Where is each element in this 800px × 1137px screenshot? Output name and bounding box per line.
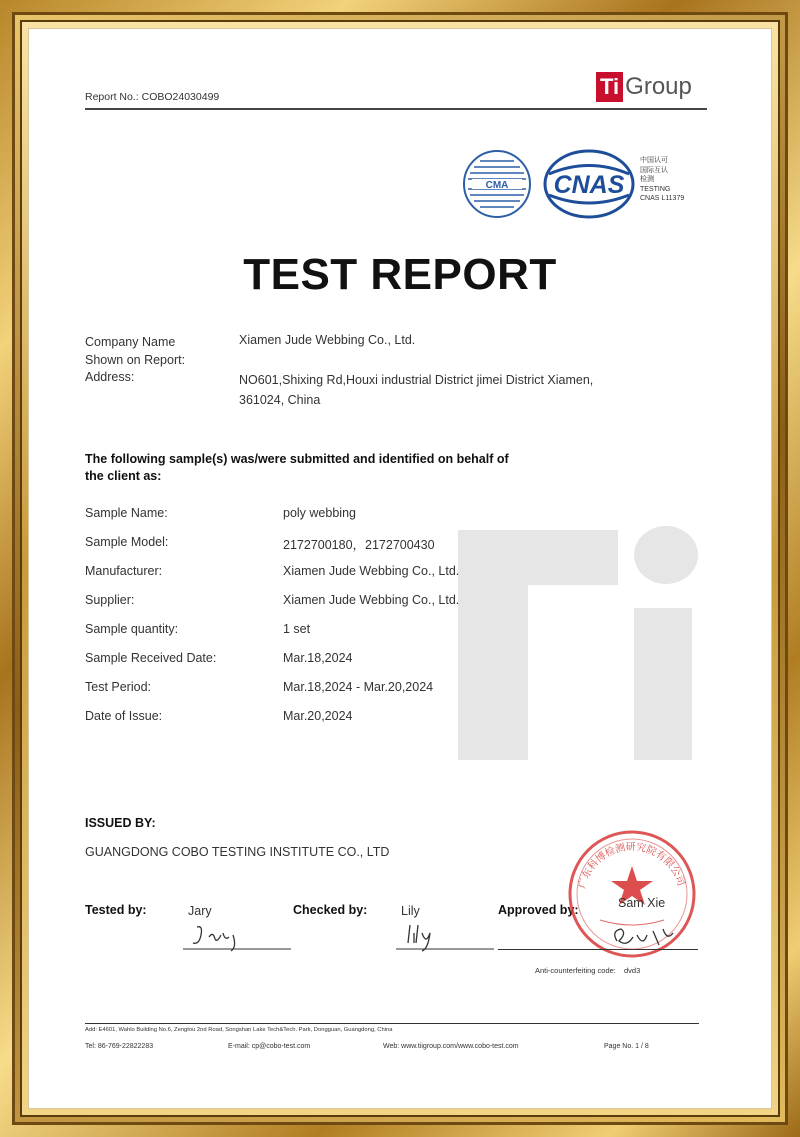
watermark-i-dot	[634, 526, 698, 584]
watermark-i-stem	[634, 608, 692, 760]
field-value: poly webbing	[283, 506, 356, 520]
seal-text: 广东科博检测研究院有限公司	[576, 841, 687, 890]
field-label: Sample Received Date:	[85, 651, 217, 665]
company-name-label-line-2: Shown on Report:	[85, 353, 186, 367]
certificate-paper	[28, 28, 772, 1109]
page-title: TEST REPORT	[243, 250, 557, 299]
sample-intro-line-2: the client as:	[85, 469, 162, 483]
svg-text:CNAS: CNAS	[553, 171, 625, 199]
checked-by-name: Lily	[401, 904, 420, 918]
checked-by-signature	[396, 921, 496, 953]
approved-by-signature-line	[498, 949, 698, 950]
footer-email: E-mail: cp@cobo-test.com	[228, 1043, 311, 1050]
cnas-number: CNAS L11379	[640, 195, 685, 202]
field-value: Xiamen Jude Webbing Co., Ltd.	[283, 593, 460, 607]
cnas-accreditation-text	[640, 156, 684, 204]
field-label: Sample Model:	[85, 535, 169, 549]
anti-counterfeit-label: Anti-counterfeiting code:	[535, 966, 616, 975]
address-line-1: NO601,Shixing Rd,Houxi industrial District jimei District Xiamen,	[239, 373, 594, 387]
sample-intro-line-1: The following sample(s) was/were submitted and identified on behalf of	[85, 452, 509, 466]
cnas-seal-icon	[543, 149, 635, 219]
field-value: Mar.18,2024 - Mar.20,2024	[283, 680, 434, 694]
footer-address: Add: E4601, Wahlo Building No.6, Zengtou 2nd Road, Songshan Lake Tech&Tech. Park, Dongguan, Guangdong, China	[85, 1027, 393, 1033]
watermark-t-bar	[458, 530, 618, 585]
company-name-label	[85, 333, 185, 369]
address-line-2: 361024, China	[239, 393, 321, 407]
field-label: Sample quantity:	[85, 622, 179, 636]
cnas-cn-line-2: 国际互认	[640, 166, 668, 174]
approved-by-name: Sam Xie	[618, 896, 666, 910]
cma-seal-icon	[462, 149, 532, 219]
field-value: Mar.20,2024	[283, 709, 353, 723]
logo-ti: Ti	[596, 72, 623, 102]
field-value: Xiamen Jude Webbing Co., Ltd.	[283, 564, 460, 578]
issued-by-label: ISSUED BY:	[85, 816, 156, 830]
address-label: Address:	[85, 370, 135, 384]
approved-by-label: Approved by:	[498, 903, 579, 917]
logo-group: Group	[625, 73, 692, 100]
company-name-value: Xiamen Jude Webbing Co., Ltd.	[239, 333, 416, 347]
company-name-label-line-1: Company Name	[85, 335, 176, 349]
footer-page-number: Page No. 1 / 8	[604, 1043, 649, 1050]
header-rule	[85, 108, 707, 110]
cnas-testing: TESTING	[640, 185, 671, 193]
report-number: Report No.: COBO24030499	[85, 91, 220, 103]
sample-intro	[85, 451, 509, 485]
field-label: Supplier:	[85, 593, 135, 607]
anti-counterfeit	[535, 966, 640, 975]
tested-by-label: Tested by:	[85, 903, 147, 917]
footer-web: Web: www.tiigroup.com/www.cobo-test.com	[383, 1043, 519, 1050]
address-value	[239, 370, 593, 410]
field-label: Manufacturer:	[85, 564, 163, 578]
anti-counterfeit-code: dvd3	[623, 966, 641, 975]
tested-by-name: Jary	[188, 904, 212, 918]
checked-by-label: Checked by:	[293, 903, 368, 917]
tigroup-logo	[596, 72, 692, 102]
field-label: Test Period:	[85, 680, 152, 694]
svg-text:CMA: CMA	[485, 180, 509, 191]
cnas-cn-line-3: 检测	[640, 176, 654, 183]
footer-tel: Tel: 86-769-22822283	[85, 1043, 154, 1050]
tested-by-signature	[183, 921, 293, 953]
footer-rule	[85, 1023, 699, 1024]
field-label: Date of Issue:	[85, 709, 163, 723]
field-label: Sample Name:	[85, 506, 168, 520]
issuer-name: GUANGDONG COBO TESTING INSTITUTE CO., LTD	[85, 845, 390, 859]
field-value: 1 set	[283, 622, 311, 636]
field-value: 2172700180，2172700430	[283, 538, 435, 552]
cnas-cn-line-1: 中国认可	[640, 157, 668, 164]
field-value: Mar.18,2024	[283, 651, 353, 665]
